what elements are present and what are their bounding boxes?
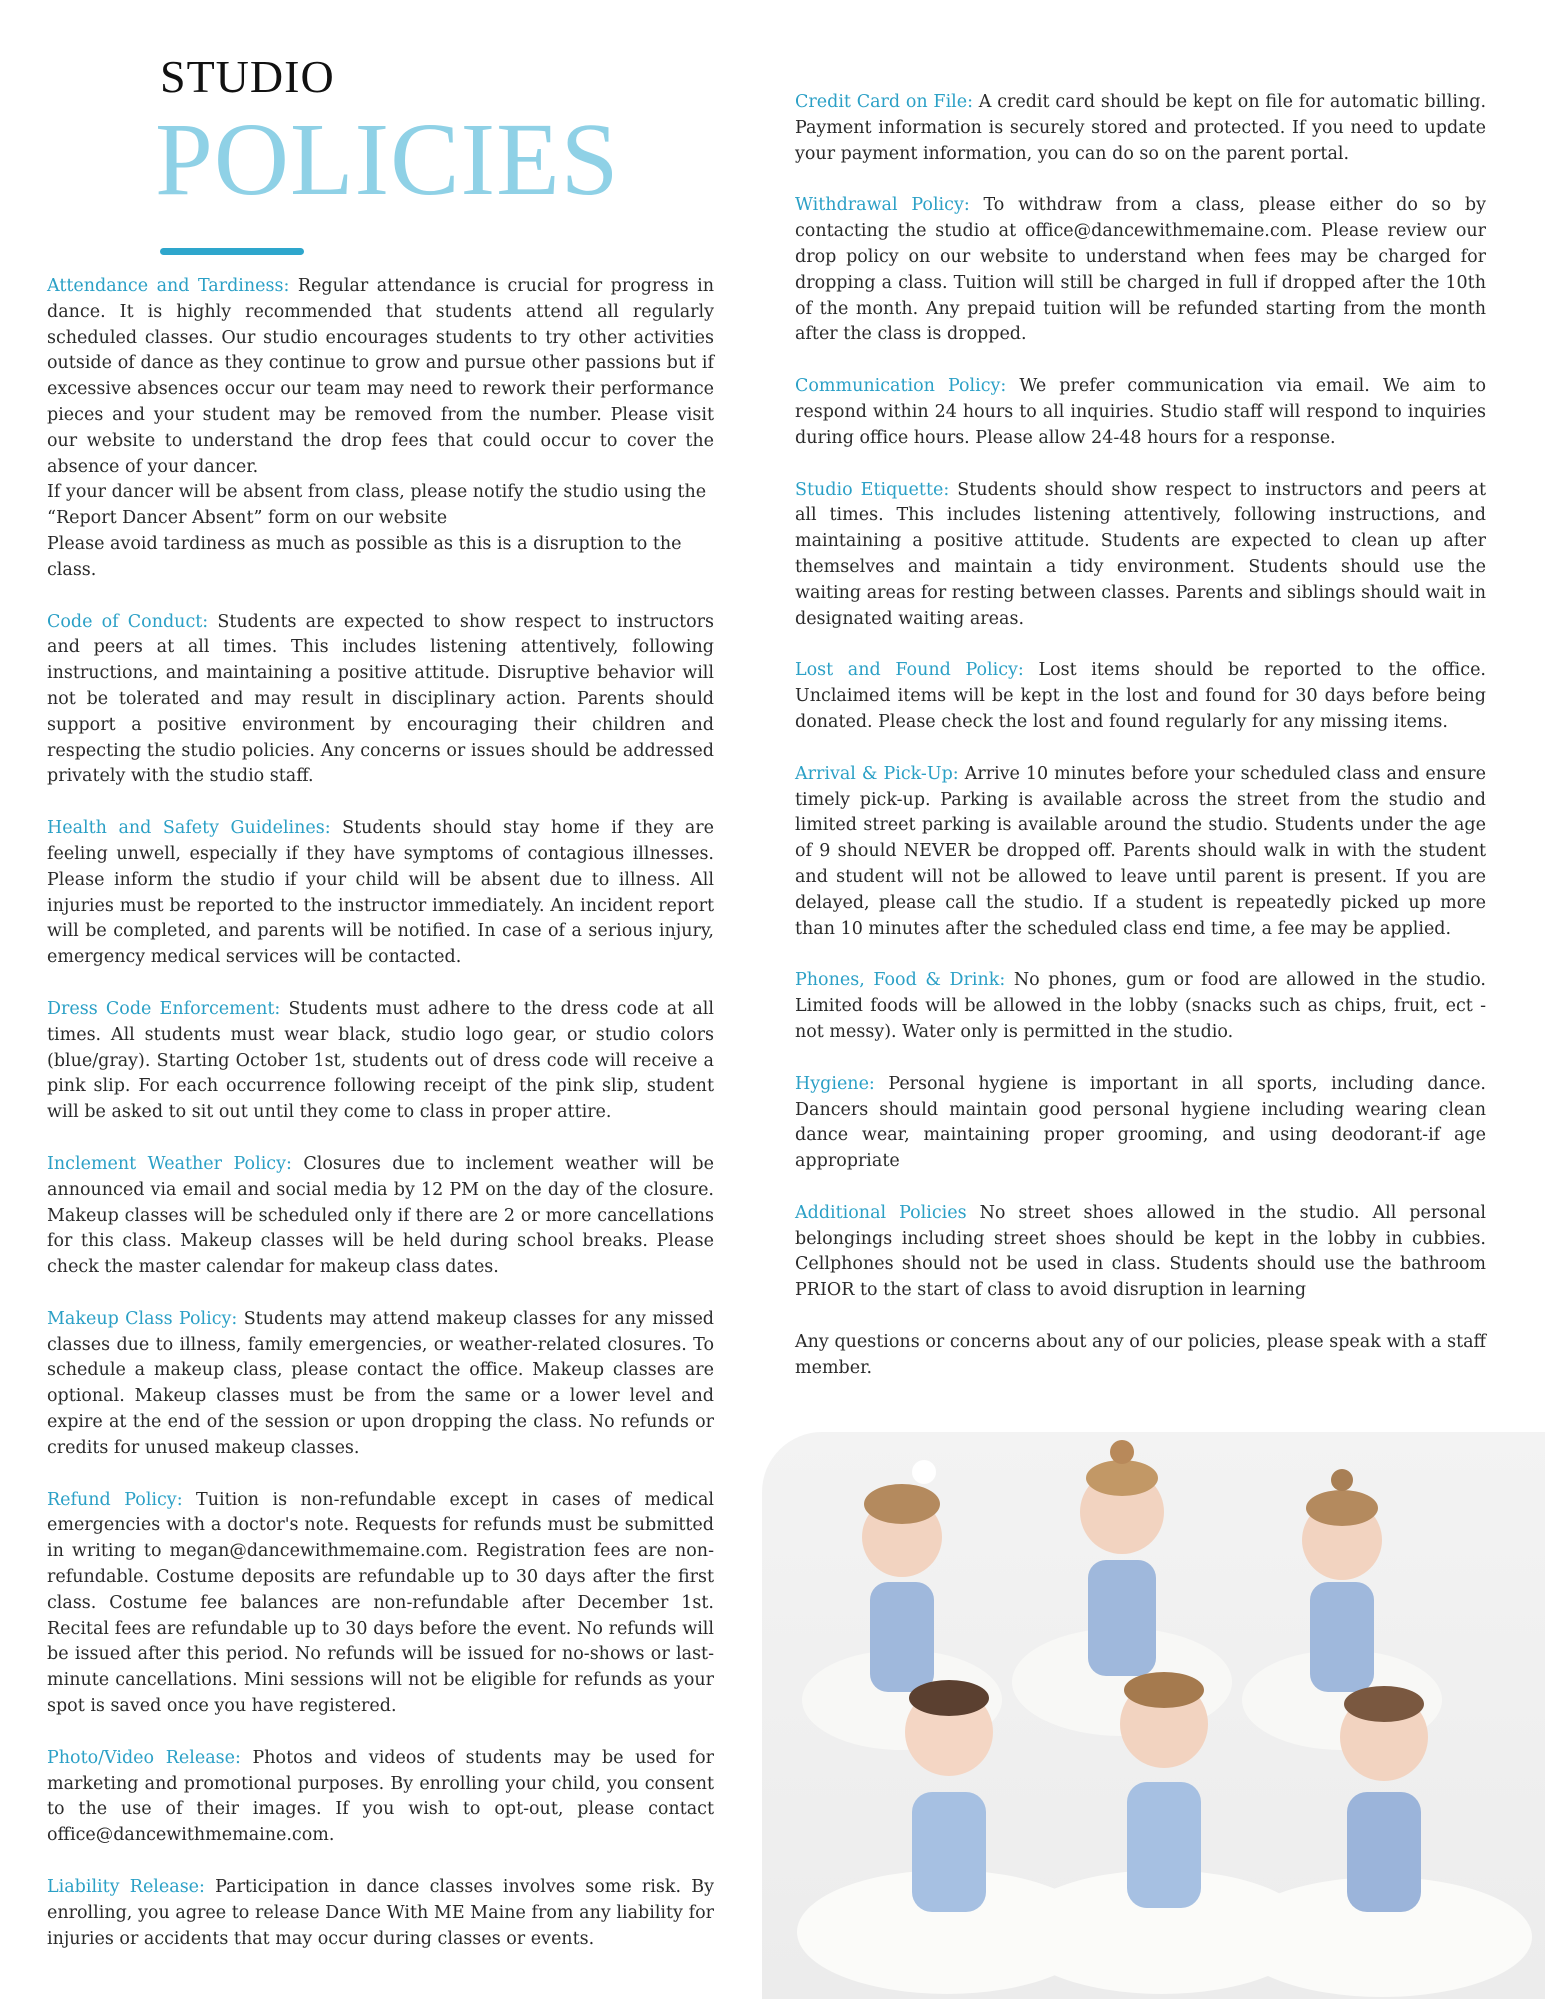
- policy-section: [795, 762, 1486, 943]
- policy-section: [47, 1746, 714, 1849]
- policy-section: [47, 1307, 714, 1462]
- policy-heading: Arrival & Pick-Up:: [795, 763, 959, 784]
- policy-paragraph: [47, 1746, 714, 1849]
- policy-paragraph: [795, 658, 1486, 735]
- policy-paragraph: [795, 1072, 1486, 1175]
- policy-heading: Liability Release:: [47, 1877, 205, 1898]
- policy-section: [47, 274, 714, 584]
- header-studio: STUDIO: [160, 51, 335, 102]
- policy-section: [47, 1875, 714, 1952]
- policy-section: [795, 193, 1486, 348]
- policy-paragraph: [795, 968, 1486, 1045]
- policy-heading: Inclement Weather Policy:: [47, 1153, 292, 1174]
- policy-text: Students should stay home if they are feeling unwell, especially if they have symptoms of contagious illnesses. Please inform the studio if your child will be absent due to illness. All injuries must be reported to the instructor immediately. An incident report will be completed, and parents will be notified. In case of a serious injury, emergency medical services will be contacted.: [47, 818, 714, 968]
- policy-heading: Attendance and Tardiness:: [47, 276, 290, 296]
- policy-section: [47, 816, 714, 971]
- policy-text: No phones, gum or food are allowed in the studio. Limited foods will be allowed in the lobby (snacks such as chips, fruit, ect - not messy). Water only is permitted in the studio.: [795, 970, 1486, 1042]
- policy-paragraph: [47, 1875, 714, 1952]
- policy-paragraph: [795, 762, 1486, 943]
- policy-heading: Communication Policy:: [795, 376, 1007, 397]
- policy-text: Students are expected to show respect to instructors and peers at all times. This includes listening attentively, following instructions, and maintaining a positive attitude. Disruptive behavior will not be tolerated and may result in disciplinary action. Parents should support a positive environment by encouraging their children and respecting the studio policies. Any concerns or issues should be addressed privately with the studio staff.: [47, 611, 714, 787]
- accent-divider: [160, 248, 304, 255]
- policy-paragraph: [47, 1307, 714, 1462]
- left-policy-column: [47, 274, 714, 1978]
- policy-text: Students should show respect to instructors and peers at all times. This includes listening attentively, following instructions, and maintaining a positive attitude. Students are expected to clean up after themselves and maintain a tidy environment. Students should use the waiting areas for resting between classes. Parents and siblings should wait in designated waiting areas.: [795, 479, 1486, 629]
- policy-heading: Refund Policy:: [47, 1489, 183, 1510]
- policy-paragraph: [47, 1488, 714, 1720]
- policy-heading: Additional Policies: [795, 1202, 967, 1223]
- policy-heading: Photo/Video Release:: [47, 1747, 241, 1768]
- policy-heading: Makeup Class Policy:: [47, 1308, 238, 1329]
- policy-text: Students may attend makeup classes for any missed classes due to illness, family emergencies, or weather-related closures. To schedule a makeup class, please contact the office. Makeup classes are optional. Makeup classes must be from the same or a lower level and expire at the end of the session or upon dropping the class. No refunds or credits for unused makeup classes.: [47, 1308, 715, 1458]
- right-policy-column: [795, 90, 1486, 1408]
- policy-text: Lost items should be reported to the office. Unclaimed items will be kept in the lost and found for 30 days before being donated. Please check the lost and found regularly for any missing items.: [795, 660, 1486, 732]
- policy-paragraph: [795, 1330, 1486, 1382]
- dancers-photo: [762, 1432, 1545, 1999]
- policy-paragraph: [795, 1201, 1486, 1304]
- policy-heading: Lost and Found Policy:: [795, 660, 1024, 681]
- policy-section: [47, 1152, 714, 1281]
- policy-section: [47, 1488, 714, 1720]
- header-policies: POLICIES: [155, 102, 620, 217]
- policy-text: Tuition is non-refundable except in cases of medical emergencies with a doctor's note. Requests for refunds must be submitted in writing to megan@dancewithmemaine.com. Registration fees are non-refundable. Costume deposits are refundable up to 30 days after the first class. Costume fee balances are non-refundable after December 1st. Recital fees are refundable up to 30 days before the event. No refunds will be issued after this period. No refunds will be issued for no-shows or last-minute cancellations. Mini sessions will not be eligible for refunds as your spot is saved once you have registered.: [47, 1489, 714, 1717]
- policy-text: Personal hygiene is important in all sports, including dance. Dancers should maintain good personal hygiene including wearing clean dance wear, maintaining proper grooming, and using deodorant-if age appropriate: [795, 1073, 1486, 1172]
- policy-section: [47, 610, 714, 791]
- policy-section: [795, 968, 1486, 1045]
- policy-section: [795, 478, 1486, 633]
- policy-text: Any questions or concerns about any of our policies, please speak with a staff member.: [795, 1332, 1486, 1378]
- policy-section: [795, 658, 1486, 735]
- policy-paragraph: [47, 610, 714, 791]
- policy-heading: Health and Safety Guidelines:: [47, 818, 331, 839]
- policy-section: [795, 90, 1486, 167]
- policy-paragraph: [795, 374, 1486, 451]
- policy-heading: Credit Card on File:: [795, 92, 974, 112]
- policy-section: [47, 997, 714, 1126]
- policy-text: Regular attendance is crucial for progress in dance. It is highly recommended that students attend all regularly scheduled classes. Our studio encourages students to try other activities outside of dance as they continue to grow and pursue other passions but if excessive absences occur our team may need to rework their performance pieces and your student may be removed from the number. Please visit our website to understand the drop fees that could occur to cover the absence of your dancer.: [47, 276, 714, 477]
- policy-text: We prefer communication via email. We aim to respond within 24 hours to all inquiries. Studio staff will respond to inquiries during office hours. Please allow 24-48 hours for a response.: [795, 376, 1486, 448]
- policy-text: Arrive 10 minutes before your scheduled class and ensure timely pick-up. Parking is available across the street from the studio and limited street parking is available around the studio. Students under the age of 9 should NEVER be dropped off. Parents should walk in with the student and student will not be allowed to leave until parent is present. If you are delayed, please call the studio. If a student is repeatedly picked up more than 10 minutes after the scheduled class end time, a fee may be applied.: [795, 763, 1486, 939]
- policy-paragraph: [47, 997, 714, 1126]
- policy-text: Students must adhere to the dress code at all times. All students must wear black, studio logo gear, or studio colors (blue/gray). Starting October 1st, students out of dress code will receive a pink slip. For each occurrence following receipt of the pink slip, student will be asked to sit out until they come to class in proper attire.: [47, 998, 714, 1123]
- policy-note: If your dancer will be absent from class, please notify the studio using the “Report Dancer Absent” form on our website: [47, 482, 707, 529]
- policy-text: Closures due to inclement weather will be announced via email and social media by 12 PM on the day of the closure. Makeup classes will be scheduled only if there are 2 or more cancellations for this class. Makeup classes will be held during school breaks. Please check the master calendar for makeup class dates.: [47, 1153, 714, 1278]
- policy-heading: Phones, Food & Drink:: [795, 970, 1006, 991]
- policy-text: Participation in dance classes involves some risk. By enrolling, you agree to release Dance With ME Maine from any liability for injuries or accidents that may occur during classes or events.: [47, 1877, 715, 1949]
- policy-section: [795, 1330, 1486, 1382]
- policy-paragraph: [47, 1152, 714, 1281]
- policy-paragraph: [795, 193, 1486, 348]
- policy-text: A credit card should be kept on file for automatic billing. Payment information is securely stored and protected. If you need to update your payment information, you can do so on the parent portal.: [795, 92, 1487, 164]
- policy-heading: Studio Etiquette:: [795, 479, 950, 500]
- policy-heading: Dress Code Enforcement:: [47, 998, 281, 1019]
- policy-section: [795, 374, 1486, 451]
- policy-paragraph: [795, 90, 1486, 167]
- policy-paragraph: [795, 478, 1486, 633]
- policy-text: Photos and videos of students may be used for marketing and promotional purposes. By enrolling your child, you consent to the use of their images. If you wish to opt-out, please contact office@dancewithmemaine.com.: [47, 1747, 714, 1846]
- policy-paragraph: [47, 816, 714, 971]
- policy-paragraph: [47, 274, 714, 480]
- policy-heading: Withdrawal Policy:: [795, 195, 970, 216]
- policy-section: [795, 1072, 1486, 1175]
- policy-note: Please avoid tardiness as much as possible as this is a disruption to the class.: [47, 533, 682, 580]
- policy-text: To withdraw from a class, please either do so by contacting the studio at office@dancewithmemaine.com. Please review our drop policy on our website to understand when fees may be charged for dropping a class. Tuition will still be charged in full if dropped after the 10th of the month. Any prepaid tuition will be refunded starting from the month after the class is dropped.: [795, 195, 1486, 345]
- policy-text: No street shoes allowed in the studio. All personal belongings including street shoes should be kept in the lobby in cubbies. Cellphones should not be used in class. Students should use the bathroom PRIOR to the start of class to avoid disruption in learning: [795, 1202, 1487, 1301]
- policy-heading: Code of Conduct:: [47, 611, 209, 632]
- policy-heading: Hygiene:: [795, 1073, 875, 1094]
- policy-section: [795, 1201, 1486, 1304]
